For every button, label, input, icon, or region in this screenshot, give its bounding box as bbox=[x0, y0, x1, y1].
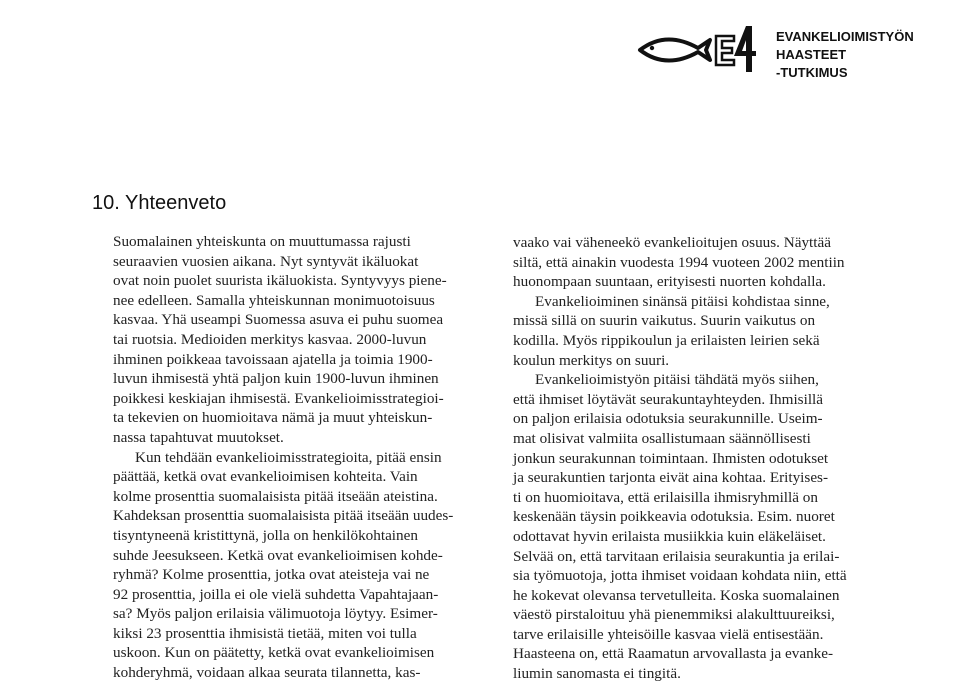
e4-logo bbox=[636, 22, 756, 76]
text-line: Kahdeksan prosenttia suomalaisista pitää itseään uudes- bbox=[113, 507, 454, 525]
text-line: on paljon erilaisia odotuksia seurakunnille. Useim- bbox=[513, 410, 823, 428]
left-text-column bbox=[113, 232, 473, 683]
text-line: Suomalainen yhteiskunta on muuttumassa rajusti bbox=[113, 233, 411, 250]
text-line: seuraavien vuosien aikana. Nyt syntyvät ikäluokat bbox=[113, 252, 419, 270]
text-line: huonompaan suuntaan, erityisesti nuorten kohdalla. bbox=[513, 273, 826, 291]
text-line: he kokevat olevansa tervetulleita. Koska suomalainen bbox=[513, 586, 840, 604]
text-line: tisyntyneenä kristittynä, jolla on henkilökohtainen bbox=[113, 526, 418, 544]
text-line: ryhmä? Kolme prosenttia, jotka ovat ateisteja vai ne bbox=[113, 566, 430, 584]
text-line: kohderyhmä, voidaan alkaa seurata tilannetta, kas- bbox=[113, 664, 421, 682]
text-line: luvun ihmisestä yhtä paljon kuin 1900-luvun ihminen bbox=[113, 370, 439, 388]
text-line: että ihmiset löytävät seurakuntayhteyden. Ihmisillä bbox=[513, 390, 823, 408]
text-line: kiksi 23 prosenttia ihmisistä tietää, miten voi tulla bbox=[113, 624, 417, 642]
brand-title bbox=[776, 28, 914, 82]
brand-line: EVANKELIOIMISTYÖN bbox=[776, 29, 914, 44]
text-line: ihminen poikkeaa tavoissaan ajatella ja toimia 1900- bbox=[113, 350, 433, 368]
text-line: väestö pirstaloituu yhä pienemmiksi alakulttuureiksi, bbox=[513, 606, 835, 624]
text-line: ti on huomioitava, että erilaisilla ihmisryhmillä on bbox=[513, 488, 818, 506]
text-line: keskenään täysin poikkeavia odotuksia. Esim. nuoret bbox=[513, 508, 835, 526]
text-line: mat olisivat valmiita osallistumaan säännöllisesti bbox=[513, 429, 811, 447]
text-line: sa? Myös paljon erilaisia välimuotoja löytyy. Esimer- bbox=[113, 605, 438, 623]
text-line: päättää, ketkä ovat evankelioimisen kohteita. Vain bbox=[113, 468, 418, 486]
text-line: kolme prosenttia suomalaisista pitää itseään ateistina. bbox=[113, 487, 438, 505]
text-line: nee edelleen. Samalla yhteiskunnan monimuotoisuus bbox=[113, 291, 435, 309]
text-line: uskoon. Kun on päätetty, ketkä ovat evankelioimisen bbox=[113, 644, 435, 662]
text-line: missä sillä on suurin vaikutus. Suurin vaikutus on bbox=[513, 312, 816, 330]
text-line: siltä, että ainakin vuodesta 1994 vuoteen 2002 mentiin bbox=[513, 253, 845, 271]
text-line: sia työmuotoja, jotta ihmiset voidaan kohdata niin, että bbox=[513, 567, 847, 585]
text-line: tarve erilaisille yhteisöille kasvaa vielä entisestään. bbox=[513, 625, 824, 643]
text-line: koulun merkitys on suuri. bbox=[513, 351, 670, 369]
text-line: tai ruotsia. Medioiden merkitys kasvaa. 2000-luvun bbox=[113, 330, 427, 348]
text-line: Selvää on, että tarvitaan erilaisia seurakuntia ja erilai- bbox=[513, 547, 840, 565]
text-line: liumin sanomasta ei tingitä. bbox=[513, 665, 681, 683]
section-heading: 10. Yhteenveto bbox=[92, 192, 227, 214]
fish-icon bbox=[636, 22, 756, 76]
right-text-column bbox=[513, 233, 873, 684]
text-line: Evankelioimistyön pitäisi tähdätä myös siihen, bbox=[535, 371, 819, 389]
text-line: ovat noin puolet suurista ikäluokista. Syntyvyys piene- bbox=[113, 272, 447, 290]
text-line: ta tekevien on huomioitava nämä ja muut yhteiskun- bbox=[113, 409, 433, 427]
brand-line: -TUTKIMUS bbox=[776, 65, 848, 80]
text-line: jonkun seurakunnan toimintaan. Ihmisten odotukset bbox=[513, 449, 829, 467]
text-line: odottavat hyvin erilaista musiikkia kuin eläkeläiset. bbox=[513, 527, 826, 545]
text-line: poikkesi keskiajan ihmisestä. Evankelioimisstrategioi- bbox=[113, 389, 444, 407]
text-line: 92 prosenttia, joilla ei ole vielä suhdetta Vapahtajaan- bbox=[113, 585, 439, 603]
text-line: kasvaa. Yhä useampi Suomessa asuva ei puhu suomea bbox=[113, 311, 444, 329]
text-line: kodilla. Myös rippikoulun ja erilaisten leirien sekä bbox=[513, 331, 820, 349]
text-line: Kun tehdään evankelioimisstrategioita, pitää ensin bbox=[135, 448, 442, 466]
logo-text bbox=[756, 22, 757, 23]
text-line: vaako vai väheneekö evankelioitujen osuus. Näyttää bbox=[513, 234, 831, 251]
text-line: Evankelioiminen sinänsä pitäisi kohdistaa sinne, bbox=[535, 292, 830, 310]
brand-line: HAASTEET bbox=[776, 47, 847, 62]
text-line: Haasteena on, että Raamatun arvovallasta ja evanke- bbox=[513, 645, 834, 663]
text-line: ja seurakuntien tarjonta eivät aina kohtaa. Erityises- bbox=[513, 469, 829, 487]
text-line: suhde Jeesukseen. Ketkä ovat evankelioimisen kohde- bbox=[113, 546, 443, 564]
text-line: nassa tapahtuvat muutokset. bbox=[113, 428, 284, 446]
